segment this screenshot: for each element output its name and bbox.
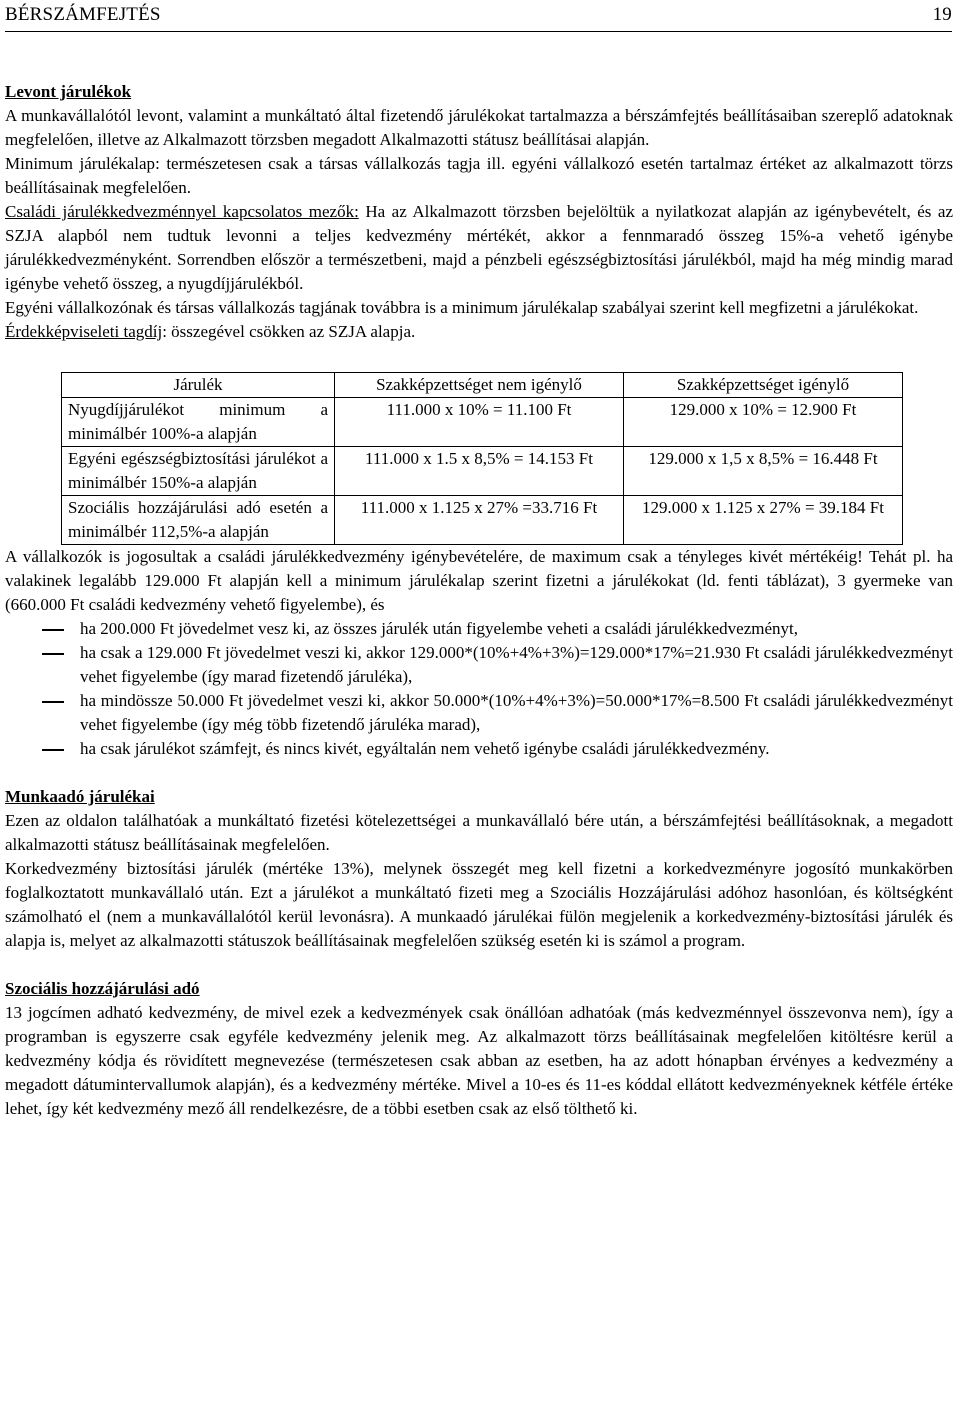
term-label: Családi járulékkedvezménnyel kapcsolatos mezők: <box>5 202 359 221</box>
paragraph: 13 jogcímen adható kedvezmény, de mivel ezek a kedvezmények csak önállóan adhatóak (más kedvezménnyel összevonva nem), így a programban is egyszerre csak egyféle kedvezmény jelenik meg. Az alkalmazott törzs beállításainak megfelelően kitöltésre kerül a kedvezmény kódja és rövidített megnevezése (természetesen csak abban az esetben, ha az adott hónapban érvényes a kedvezmény a megadott dátumintervallumok alapján), és a kedvezmény mértéke. Mivel a 10-es és 11-es kóddal ellátott kedvezményeknek kétféle értéke lehet, így két kedvezmény mező áll rendelkezésre, de a többi esetben csak az első tölthető ki. <box>5 1003 953 1118</box>
paragraph: Ezen az oldalon találhatóak a munkáltató fizetési kötelezettségei a munkavállaló bére után, a bérszámfejtési beállításoknak, a megadott alkalmazotti státusz beállításainak megfelelően. <box>5 811 953 854</box>
paragraph <box>5 320 953 344</box>
paragraph: Egyéni vállalkozónak és társas vállalkozás tagjának továbbra is a minimum járulékalap szabályai szerint kell megfizetni a járulékokat. <box>5 298 919 317</box>
column-header: Szakképzettséget igénylő <box>624 373 903 398</box>
table-cell: 111.000 x 10% = 11.100 Ft <box>335 398 624 447</box>
term-label: Minimum járulékalap <box>5 154 156 173</box>
section-munkaado-jarulekai <box>5 785 953 953</box>
table-header-row <box>62 373 903 398</box>
paragraph <box>5 152 953 200</box>
table-cell: 111.000 x 1.5 x 8,5% = 14.153 Ft <box>335 447 624 496</box>
list-item: ha csak járulékot számfejt, és nincs kivét, egyáltalán nem vehető igénybe családi járulékkedvezmény. <box>80 737 953 761</box>
term-text: : természetesen csak a társas vállalkozás tagja ill. egyéni vállalkozó esetén tartalmaz értéket az alkalmazott törzs beállításainak megfelelően. <box>5 154 953 197</box>
section-heading: Munkaadó járulékai <box>5 787 155 806</box>
term-label: Érdekképviseleti tagdíj <box>5 322 163 341</box>
table-cell: Egyéni egészségbiztosítási járulékot a minimálbér 150%-a alapján <box>62 447 335 496</box>
spacer <box>5 953 953 977</box>
term-text: Ha az Alkalmazott törzsben bejelöltük a nyilatkozat alapján az igénybevételt, és az SZJA alapból nem tudtuk levonni a teljes kedvezmény mértékét, akkor a fennmaradó összeg 15%-a vehető igénybe járulékkedvezményként. Sorrendben először a természetbeni, majd a pénzbeli egészségbiztosítási járulékból, majd ha még mindig marad igénybe vehető összeg, a nyugdíjjárulékból. <box>5 202 953 293</box>
page-content <box>5 80 953 1121</box>
spacer <box>5 761 953 785</box>
table-row <box>62 398 903 447</box>
table-row <box>62 496 903 545</box>
table-cell: 111.000 x 1.125 x 27% =33.716 Ft <box>335 496 624 545</box>
jarulek-table <box>61 372 903 545</box>
running-title: BÉRSZÁMFEJTÉS <box>5 4 161 25</box>
list-item: ha csak a 129.000 Ft jövedelmet veszi ki, akkor 129.000*(10%+4%+3%)=129.000*17%=21.930 Ft családi járulékkedvezményt vehet figyelembe (így marad fizetendő járuléka), <box>80 641 953 689</box>
section-szocialis-hozzajarulasi-ado <box>5 977 953 1121</box>
list-item: ha 200.000 Ft jövedelmet vesz ki, az összes járulék után figyelembe veheti a családi járulékkedvezményt, <box>80 617 953 641</box>
page-number: 19 <box>932 4 952 25</box>
table-row <box>62 447 903 496</box>
paragraph <box>5 200 953 296</box>
table-cell: 129.000 x 1,5 x 8,5% = 16.448 Ft <box>624 447 903 496</box>
section-heading: Levont járulékok <box>5 82 132 101</box>
section-heading: Szociális hozzájárulási adó <box>5 979 200 998</box>
table-cell: 129.000 x 10% = 12.900 Ft <box>624 398 903 447</box>
column-header: Szakképzettséget nem igénylő <box>335 373 624 398</box>
column-header: Járulék <box>62 373 335 398</box>
paragraph: A vállalkozók is jogosultak a családi járulékkedvezmény igénybevételére, de maximum csak a tényleges kivét mértékéig! Tehát pl. ha valakinek legalább 129.000 Ft alapján kell a minimum járulékalap szerint fizetni a járulékokat (ld. fenti táblázat), 3 gyermeke van (660.000 Ft családi kedvezmény vehető figyelembe), és <box>5 547 953 614</box>
section-vallalkozok <box>5 545 953 761</box>
dash-list <box>5 617 953 761</box>
term-text: : összegével csökken az SZJA alapja. <box>162 322 416 341</box>
table-cell: Szociális hozzájárulási adó esetén a minimálbér 112,5%-a alapján <box>62 496 335 545</box>
paragraph: Korkedvezmény biztosítási járulék (mértéke 13%), melynek összegét meg kell fizetni a korkedvezményre jogosító munkakörben foglalkoztatott munkavállaló után. Ezt a járulékot a munkáltató fizeti meg a Szociális Hozzájárulási adóhoz hasonlóan, és költségként számolható el (nem a munkavállalótól kerül levonásra). A munkaadó járulékai fülön megjelenik a korkedvezmény-biztosítási járulék és alapja is, melyet az alkalmazotti státuszok beállításainak megfelelően szükség esetén ki is számol a program. <box>5 859 953 950</box>
section-levont-jarulekok <box>5 80 953 344</box>
table-cell: 129.000 x 1.125 x 27% = 39.184 Ft <box>624 496 903 545</box>
table-cell: Nyugdíjjárulékot minimum a minimálbér 100%-a alapján <box>62 398 335 447</box>
list-item: ha mindössze 50.000 Ft jövedelmet veszi ki, akkor 50.000*(10%+4%+3%)=50.000*17%=8.500 Ft családi járulékkedvezményt vehet figyelembe (így még több fizetendő járuléka marad), <box>80 689 953 737</box>
paragraph: A munkavállalótól levont, valamint a munkáltató által fizetendő járulékokat tartalmazza a bérszámfejtés beállításaiban szereplő adatoknak megfelelően, illetve az Alkalmazott törzsben megadott Alkalmazotti státusz beállításai alapján. <box>5 106 953 149</box>
page-header <box>5 3 952 32</box>
